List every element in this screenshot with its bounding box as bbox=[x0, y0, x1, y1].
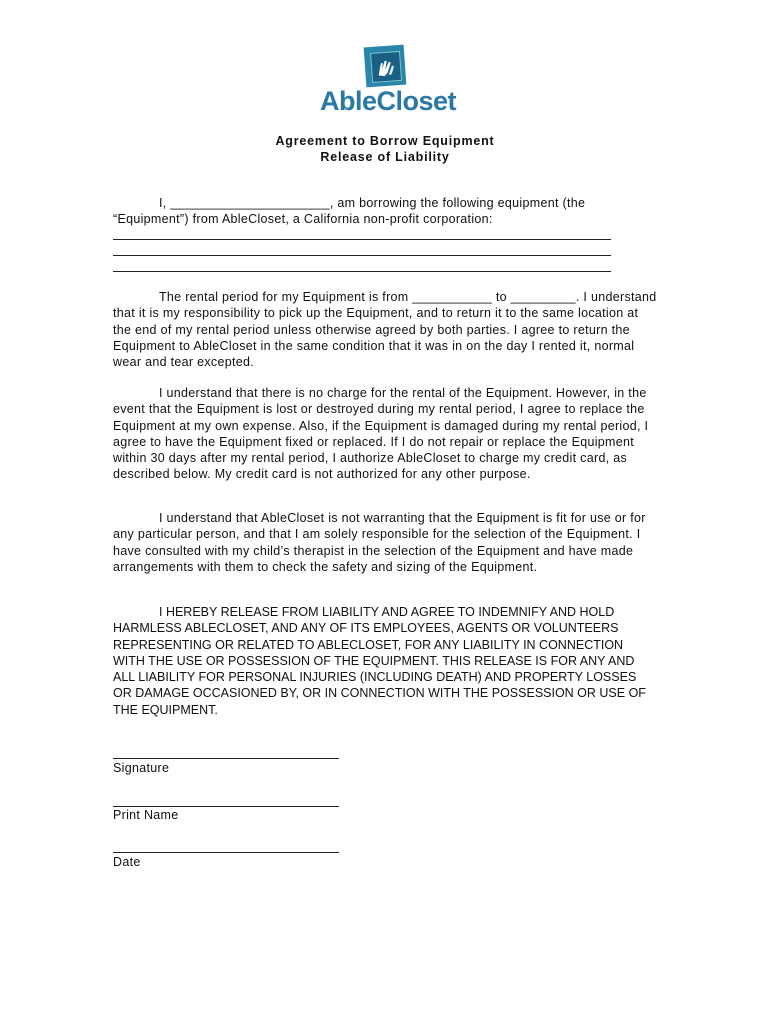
paragraph-charges: I understand that there is no charge for the rental of the Equipment. However, in the event that the Equipment is lost or destroyed during my rental period, I agree to replace the Equipment at my own expense. Also, if the Equipment is damaged during my rental period, I agree to have the Equipment fixed or replaced. If I do not repair or replace the Equipment within 30 days after my rental period, I authorize AbleCloset to charge my credit card, as described below. My credit card is not authorized for any other purpose. bbox=[113, 386, 649, 482]
document-title: Agreement to Borrow Equipment bbox=[275, 134, 495, 148]
signature-label: Signature bbox=[113, 761, 170, 775]
paragraph-warranty: I understand that AbleCloset is not warranting that the Equipment is fit for use or for any particular person, and that I am solely responsible for the selection of the Equipment. I have consulted with my child’s therapist in the selection of the Equipment and have made arrangements with them to check the safety and sizing of the Equipment. bbox=[113, 511, 646, 574]
paragraph-borrower: I, ______________________, am borrowing the following equipment (the “Equipment”) from AbleCloset, a California non-profit corporation: bbox=[113, 196, 586, 227]
equipment-line-1[interactable] bbox=[113, 239, 611, 240]
ablecloset-logo bbox=[318, 42, 458, 122]
equipment-line-3[interactable] bbox=[113, 271, 611, 272]
logo-wordmark: AbleCloset bbox=[319, 86, 457, 116]
paragraph-rental-period: The rental period for my Equipment is from ___________ to _________. I understand that it is my responsibility to pick up the Equipment, and to return it to the same location at the end of my rental period unless otherwise agreed by both parties. I agree to return the Equipment to AbleCloset in the same condition that it was in on the day I rented it, normal wear and tear excepted. bbox=[113, 290, 657, 370]
document-subtitle: Release of Liability bbox=[320, 150, 450, 164]
equipment-line-2[interactable] bbox=[113, 255, 611, 256]
paragraph-release: I HEREBY RELEASE FROM LIABILITY AND AGREE TO INDEMNIFY AND HOLD HARMLESS ABLECLOSET, AND ANY OF ITS EMPLOYEES, AGENTS OR VOLUNTEERS REPRESENTING OR RELATED TO ABLECLOSET, FOR ANY LIABILITY IN CONNECTION WITH THE USE OR POSSESSION OF THE EQUIPMENT. THIS RELEASE IS FOR ANY AND ALL LIABILITY FOR PERSONAL INJURIES (INCLUDING DEATH) AND PROPERTY LOSSES OR DAMAGE OCCASIONED BY, OR IN CONNECTION WITH THE POSSESSION OR USE OF THE EQUIPMENT. bbox=[113, 605, 646, 717]
signature-line[interactable] bbox=[113, 758, 339, 759]
print-name-label: Print Name bbox=[113, 808, 179, 822]
hands-icon bbox=[364, 45, 407, 88]
date-label: Date bbox=[113, 855, 141, 869]
date-line[interactable] bbox=[113, 852, 339, 853]
print-name-line[interactable] bbox=[113, 806, 339, 807]
